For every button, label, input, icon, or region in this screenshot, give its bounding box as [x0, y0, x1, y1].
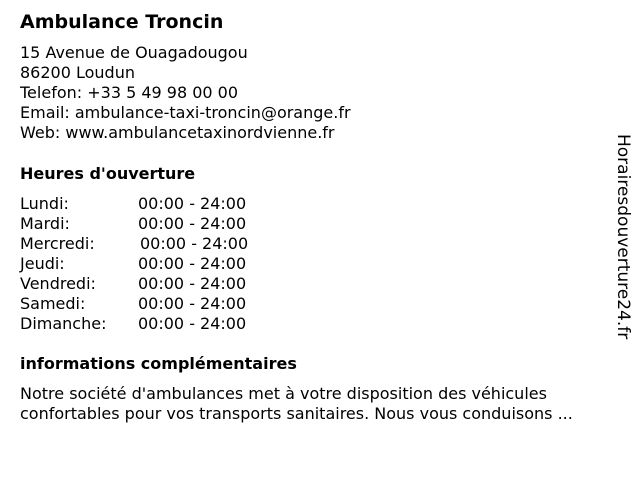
contact-block — [20, 43, 351, 143]
time-range: 00:00 - 24:00 — [138, 314, 247, 333]
hours-heading: Heures d'ouverture — [20, 164, 196, 183]
phone-line: Telefon: +33 5 49 98 00 00 — [20, 83, 239, 102]
info-heading: informations complémentaires — [20, 354, 297, 373]
business-name: Ambulance Troncin — [20, 11, 224, 33]
address-city: 86200 Loudun — [20, 63, 135, 82]
day-label: Samedi: — [20, 294, 86, 313]
time-range: 00:00 - 24:00 — [138, 194, 247, 213]
web-line: Web: www.ambulancetaxinordvienne.fr — [20, 123, 335, 142]
time-range: 00:00 - 24:00 — [138, 294, 247, 313]
time-range: 00:00 - 24:00 — [138, 274, 247, 293]
time-range: 00:00 - 24:00 — [140, 234, 249, 253]
description-line-2: confortables pour vos transports sanitaires. Nous vous conduisons ... — [20, 404, 573, 423]
day-label: Lundi: — [20, 194, 69, 213]
time-range: 00:00 - 24:00 — [138, 254, 247, 273]
email-line: Email: ambulance-taxi-troncin@orange.fr — [20, 103, 351, 122]
day-label: Dimanche: — [20, 314, 107, 333]
info-description — [20, 384, 630, 424]
day-label: Vendredi: — [20, 274, 96, 293]
day-label: Mardi: — [20, 214, 70, 233]
day-label: Mercredi: — [20, 234, 95, 253]
description-line-1: Notre société d'ambulances met à votre disposition des véhicules — [20, 384, 547, 403]
address-street: 15 Avenue de Ouagadougou — [20, 43, 248, 62]
site-watermark: Horairesdouverture24.fr — [613, 134, 633, 340]
time-range: 00:00 - 24:00 — [138, 214, 247, 233]
day-label: Jeudi: — [20, 254, 65, 273]
